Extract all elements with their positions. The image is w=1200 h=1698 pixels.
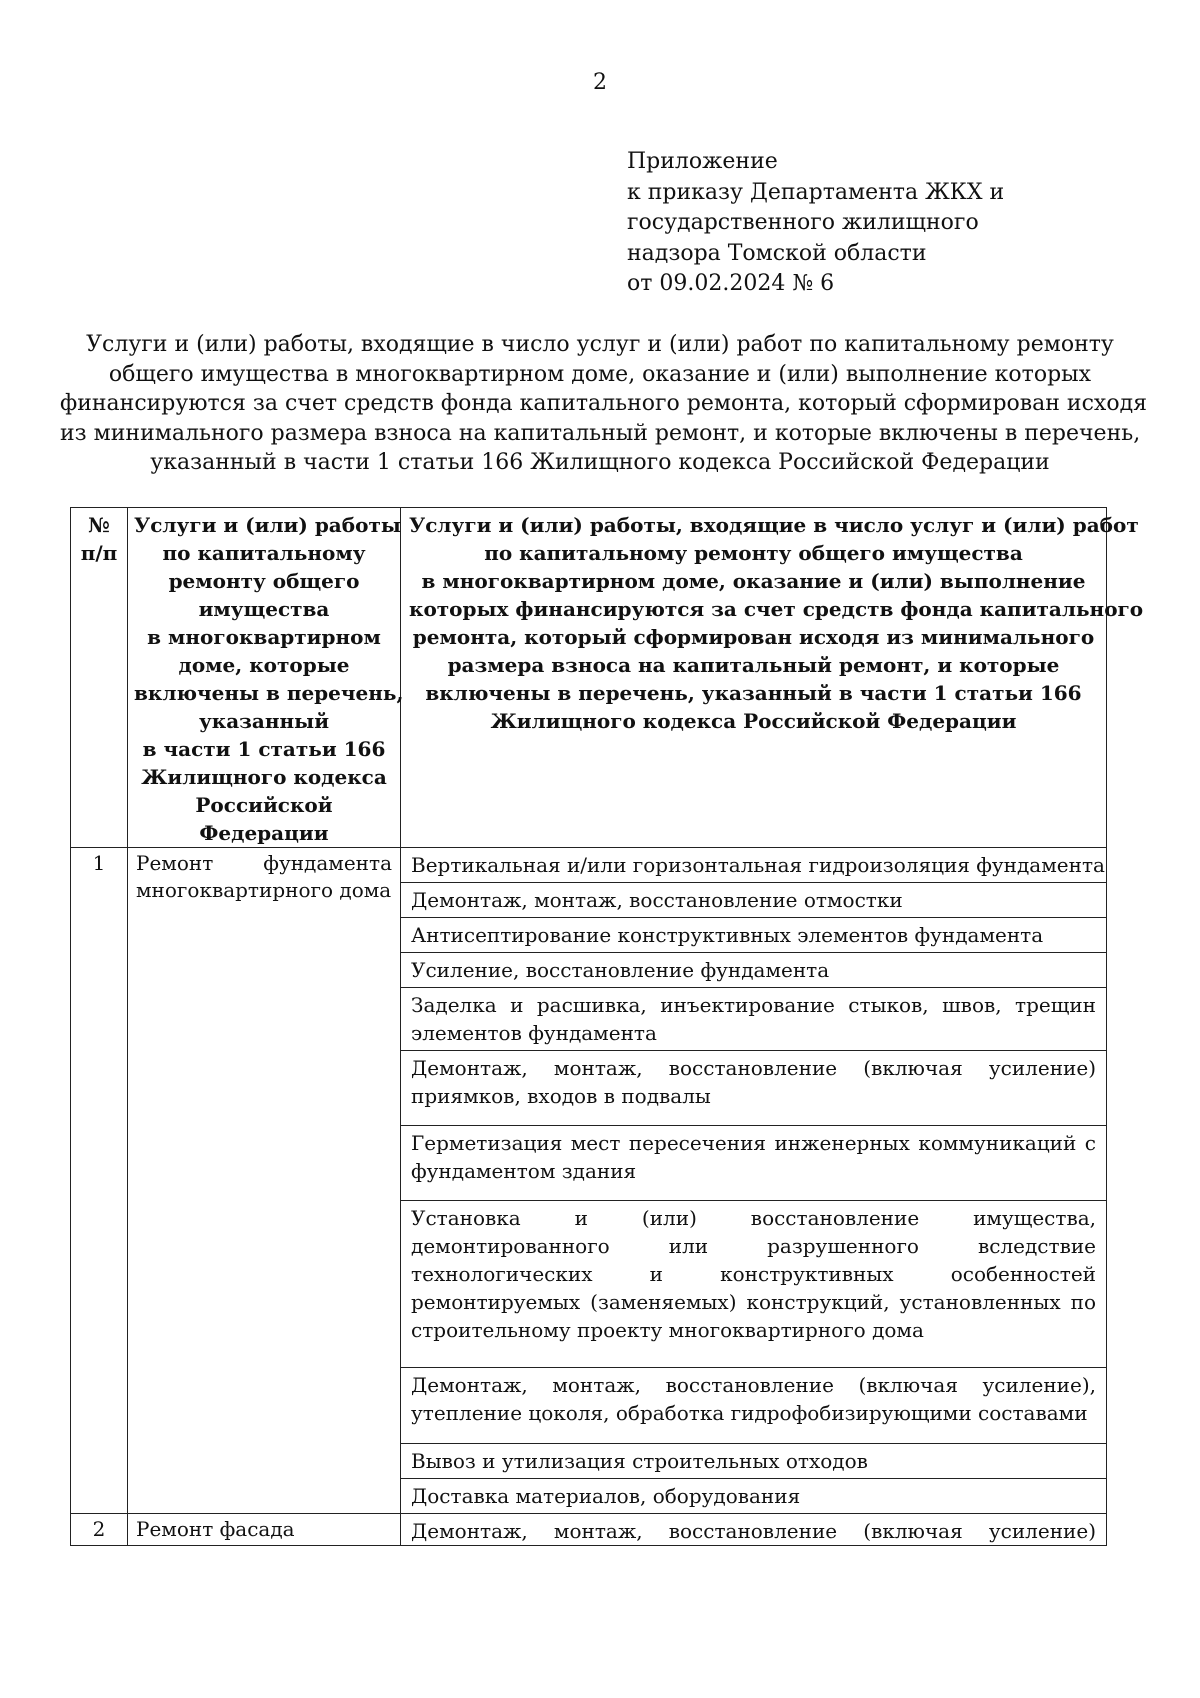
sub-item-cell — [401, 1126, 1107, 1201]
title-line: финансируются за счет средств фонда капитального ремонта, который сформирован исходя — [60, 391, 1147, 416]
header-sub-line: Услуги и (или) работы, входящие в число услуг и (или) работ — [409, 513, 1139, 537]
header-sub-cell — [401, 508, 1144, 848]
row-work-cell — [128, 848, 401, 1514]
sub-item-line: Доставка материалов, оборудования — [411, 1484, 801, 1508]
sub-item-line: Демонтаж, монтаж, восстановление (включая усиление) — [411, 1056, 1096, 1080]
sub-item-line: Вывоз и утилизация строительных отходов — [411, 1449, 868, 1473]
appendix-line: Приложение — [627, 149, 778, 174]
row-work-line: Ремонт фундамента — [136, 851, 392, 875]
appendix-line: государственного жилищного — [627, 210, 979, 235]
table-row — [71, 1514, 1107, 1546]
header-sub-line: по капитальному ремонту общего имущества — [484, 541, 1023, 565]
header-work-line: Российской — [195, 793, 333, 817]
sub-item-cell — [401, 988, 1107, 1051]
appendix-line: к приказу Департамента ЖКХ и — [627, 179, 1005, 205]
sub-item-cell — [401, 1368, 1107, 1444]
header-work-cell — [128, 508, 404, 848]
header-work-line: включены в перечень, — [134, 681, 404, 705]
header-work-line: Федерации — [199, 821, 329, 845]
sub-item-line: фундаментом здания — [411, 1159, 637, 1183]
header-work-line: Жилищного кодекса — [141, 765, 387, 789]
works-table — [70, 507, 1144, 1546]
header-sub-line: которых финансируются за счет средств фонда капитального — [409, 597, 1144, 621]
header-work-line: ремонту общего — [168, 569, 360, 593]
sub-item-cell — [401, 1201, 1107, 1368]
sub-item-line: демонтированного или разрушенного вследствие — [411, 1234, 1096, 1258]
sub-item-cell — [401, 883, 1107, 918]
title-line: указанный в части 1 статьи 166 Жилищного кодекса Российской Федерации — [150, 450, 1050, 475]
header-work-line: доме, которые — [178, 653, 350, 677]
header-sub-line: включены в перечень, указанный в части 1 статьи 166 — [425, 681, 1082, 705]
page-number: 2 — [593, 70, 607, 95]
sub-item-line: Демонтаж, монтаж, восстановление отмостки — [411, 888, 903, 912]
sub-item-line: Демонтаж, монтаж, восстановление (включая усиление) — [411, 1519, 1096, 1543]
title-line: общего имущества в многоквартирном доме, оказание и (или) выполнение которых — [108, 361, 1092, 387]
header-num-line: № — [88, 513, 110, 537]
sub-item-cell — [401, 1514, 1107, 1546]
sub-item-cell — [401, 1051, 1107, 1126]
title-line: из минимального размера взноса на капитальный ремонт, и которые включены в перечень, — [60, 420, 1141, 446]
row-work-cell — [128, 1514, 401, 1546]
sub-item-cell — [401, 918, 1107, 953]
sub-item-line: ремонтируемых (заменяемых) конструкций, установленных по — [411, 1290, 1096, 1314]
title-line: Услуги и (или) работы, входящие в число услуг и (или) работ по капитальному ремонту — [86, 332, 1114, 357]
header-work-line: Услуги и (или) работы — [134, 513, 401, 537]
sub-item-line: Герметизация мест пересечения инженерных коммуникаций с — [411, 1131, 1096, 1155]
sub-item-line: технологических и конструктивных особенностей — [411, 1262, 1096, 1286]
sub-item-line: Демонтаж, монтаж, восстановление (включая усиление), — [411, 1373, 1096, 1397]
header-work-line: в многоквартирном — [147, 625, 381, 649]
sub-item-line: Вертикальная и/или горизонтальная гидроизоляция фундамента — [411, 853, 1105, 877]
header-sub-line: Жилищного кодекса Российской Федерации — [490, 709, 1017, 733]
sub-item-line: приямков, входов в подвалы — [411, 1084, 711, 1108]
sub-item-cell — [401, 1479, 1107, 1514]
header-sub-line: размера взноса на капитальный ремонт, и которые — [447, 653, 1060, 677]
sub-item-line: утепление цоколя, обработка гидрофобизирующими составами — [411, 1401, 1088, 1425]
row-num-cell: 2 — [71, 1514, 128, 1546]
table-header-row — [71, 508, 1107, 848]
document-title — [60, 330, 1147, 478]
sub-item-line: элементов фундамента — [411, 1021, 657, 1045]
table-row — [71, 848, 1107, 883]
header-num-line: п/п — [80, 541, 118, 565]
sub-item-line: Антисептирование конструктивных элементов фундамента — [411, 923, 1044, 947]
header-work-line: по капитальному — [162, 541, 366, 565]
row-work-line: многоквартирного дома — [136, 878, 392, 902]
row-work-line: Ремонт фасада — [136, 1517, 295, 1541]
header-work-line: имущества — [198, 597, 330, 621]
header-work-line: указанный — [198, 709, 330, 733]
sub-item-line: Установка и (или) восстановление имущества, — [411, 1206, 1096, 1230]
row-num-cell: 1 — [71, 848, 128, 1514]
sub-item-cell — [401, 1444, 1107, 1479]
sub-item-line: Усиление, восстановление фундамента — [411, 958, 830, 982]
appendix-block — [627, 147, 1087, 300]
header-work-line: в части 1 статьи 166 — [142, 737, 386, 761]
sub-item-cell — [401, 953, 1107, 988]
appendix-line: надзора Томской области — [627, 240, 927, 266]
sub-item-cell — [401, 848, 1107, 883]
header-sub-line: в многоквартирном доме, оказание и (или) выполнение — [421, 569, 1086, 593]
sub-item-line: строительному проекту многоквартирного дома — [411, 1318, 924, 1342]
header-sub-line: ремонта, который сформирован исходя из минимального — [412, 625, 1095, 649]
header-num-cell — [71, 508, 128, 848]
sub-item-line: Заделка и расшивка, инъектирование стыков, швов, трещин — [411, 993, 1096, 1017]
appendix-line: от 09.02.2024 № 6 — [627, 271, 835, 296]
